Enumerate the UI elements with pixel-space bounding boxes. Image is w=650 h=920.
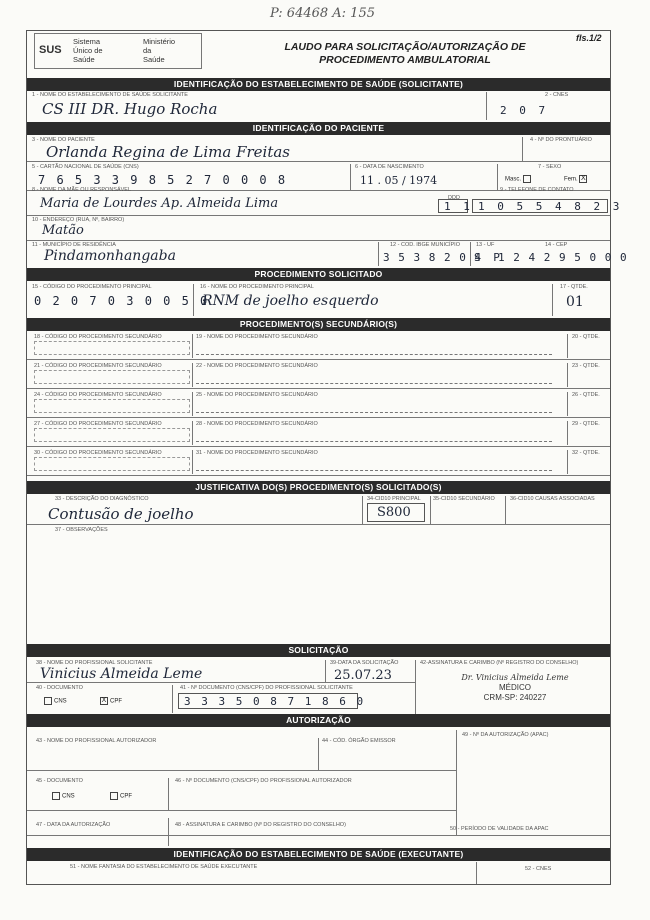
autorizador-cpf-checkbox[interactable]: CPF (110, 792, 132, 800)
label-prof-autorizador: 43 - NOME DO PROFISSIONAL AUTORIZADOR (36, 738, 157, 744)
sec-code-field[interactable] (34, 399, 190, 413)
label-sec-qtde: 26 - QTDE. (572, 392, 600, 398)
sec-name-field[interactable] (196, 383, 552, 384)
label-sec-code: 30 - CÓDIGO DO PROCEDIMENTO SECUNDÁRIO (34, 450, 162, 456)
label-autorizador-documento: 45 - DOCUMENTO (36, 778, 83, 784)
sexo-fem-checkbox[interactable]: Fem. X (564, 175, 586, 183)
ibge-value[interactable]: 3 5 3 8 2 0 4 (383, 251, 483, 264)
label-data-solicitacao: 39-DATA DA SOLICITAÇÃO (330, 660, 399, 666)
label-cnes-executante: 52 - CNES (525, 866, 552, 872)
label-mae: 8 - NOME DA MÃE OU RESPONSÁVEL (32, 187, 132, 193)
autorizador-cns-checkbox[interactable]: CNS (52, 792, 75, 800)
sec-name-field[interactable] (196, 441, 552, 442)
label-sec-qtde: 29 - QTDE. (572, 421, 600, 427)
label-assinatura-autorizador: 48 - ASSINATURA E CARIMBO (Nº DO REGISTRO DO CONSELHO) (175, 822, 346, 828)
sus-logo-box (34, 33, 202, 69)
section-paciente: IDENTIFICAÇÃO DO PACIENTE (27, 122, 610, 135)
sexo-masc-checkbox[interactable]: Masc. (505, 175, 533, 183)
label-cid-secundario: 35-CID10 SECUNDÁRIO (433, 496, 495, 502)
label-nome-paciente: 3 - NOME DO PACIENTE (32, 137, 95, 143)
label-endereco: 10 - ENDEREÇO (RUA, Nº, BAIRRO) (32, 217, 125, 223)
label-prontuario: 4 - Nº DO PRONTUÁRIO (530, 137, 592, 143)
sec-code-field[interactable] (34, 341, 190, 355)
label-sec-code: 18 - CÓDIGO DO PROCEDIMENTO SECUNDÁRIO (34, 334, 162, 340)
label-nome-estabelecimento: 1 - NOME DO ESTABELECIMENTO DE SAÚDE SOLICITANTE (32, 92, 188, 98)
label-sec-name: 31 - NOME DO PROCEDIMENTO SECUNDÁRIO (196, 450, 318, 456)
label-prof-solicitante: 38 - NOME DO PROFISSIONAL SOLICITANTE (36, 660, 153, 666)
doctor-stamp: Dr. Vinicius Almeida Leme MÉDICO CRM-SP: 240227 (461, 673, 569, 702)
label-documento: 40 - DOCUMENTO (36, 685, 83, 691)
proc-nome-value[interactable]: RNM de joelho esquerdo (202, 293, 379, 309)
label-data-autorizacao: 47 - DATA DA AUTORIZAÇÃO (36, 822, 111, 828)
section-estab-solicitante: IDENTIFICAÇÃO DO ESTABELECIMENTO DE SAÚDE (SOLICITANTE) (27, 78, 610, 91)
mae-value[interactable]: Maria de Lourdes Ap. Almeida Lima (40, 196, 279, 211)
label-proc-qtde: 17 - QTDE. (560, 284, 588, 290)
label-cns: 5 - CARTÃO NACIONAL DE SAÚDE (CNS) (32, 164, 139, 170)
logo-ministerio-text: Ministério da Saúde (143, 37, 176, 64)
fls-page-number: fls.1/2 (576, 33, 602, 43)
label-observacoes: 37 - OBSERVAÇÕES (55, 527, 108, 533)
sus-logo-icon: SUS (39, 44, 62, 56)
label-nome-fantasia: 51 - NOME FANTASIA DO ESTABELECIMENTO DE SAÚDE EXECUTANTE (70, 864, 258, 870)
label-sec-name: 19 - NOME DO PROCEDIMENTO SECUNDÁRIO (196, 334, 318, 340)
sec-name-field[interactable] (196, 354, 552, 355)
sec-code-field[interactable] (34, 370, 190, 384)
top-annotation: P: 64468 A: 155 (270, 6, 375, 21)
label-sec-name: 28 - NOME DO PROCEDIMENTO SECUNDÁRIO (196, 421, 318, 427)
label-sexo: 7 - SEXO (538, 164, 562, 170)
label-proc-codigo: 15 - CÓDIGO DO PROCEDIMENTO PRINCIPAL (32, 284, 152, 290)
label-doc-numero: 41 - Nº DOCUMENTO (CNS/CPF) DO PROFISSIONAL SOLICITANTE (180, 685, 353, 691)
label-sec-code: 21 - CÓDIGO DO PROCEDIMENTO SECUNDÁRIO (34, 363, 162, 369)
diagnostico-value[interactable]: Contusão de joelho (48, 505, 194, 523)
section-procedimento: PROCEDIMENTO SOLICITADO (27, 268, 610, 281)
proc-qtde-value[interactable]: 01 (566, 294, 584, 310)
uf-value[interactable]: S P (474, 251, 503, 264)
endereco-value[interactable]: Matão (42, 223, 84, 238)
logo-sistema-text: Sistema Único de Saúde (73, 37, 103, 64)
label-sec-qtde: 23 - QTDE. (572, 363, 600, 369)
label-cnes: 2 - CNES (545, 92, 569, 98)
label-orgao-emissor: 44 - CÓD. ÓRGÃO EMISSOR (322, 738, 396, 744)
label-uf: 13 - UF (476, 242, 495, 248)
label-municipio: 11 - MUNICÍPIO DE RESIDÊNCIA (32, 242, 116, 248)
proc-codigo-value[interactable]: 0 2 0 7 0 3 0 0 5 0 (34, 294, 210, 308)
doc-cns-checkbox[interactable]: CNS (44, 697, 67, 705)
label-sec-name: 25 - NOME DO PROCEDIMENTO SECUNDÁRIO (196, 392, 318, 398)
estabelecimento-value[interactable]: CS III DR. Hugo Rocha (42, 100, 218, 118)
section-estab-executante: IDENTIFICAÇÃO DO ESTABELECIMENTO DE SAÚDE (EXECUTANTE) (27, 848, 610, 861)
label-cid-causas: 36-CID10 CAUSAS ASSOCIADAS (510, 496, 595, 502)
label-diagnostico: 33 - DESCRIÇÃO DO DIAGNÓSTICO (55, 496, 149, 502)
label-assinatura-solicitante: 42-ASSINATURA E CARIMBO (Nº REGISTRO DO CONSELHO) (420, 660, 579, 666)
label-telefone: 9 - TELEFONE DE CONTATO (500, 187, 574, 193)
doc-cpf-checkbox[interactable]: X CPF (101, 697, 122, 705)
sec-code-field[interactable] (34, 457, 190, 471)
sec-name-field[interactable] (196, 470, 552, 471)
form-title: LAUDO PARA SOLICITAÇÃO/AUTORIZAÇÃO DE PROCEDIMENTO AMBULATORIAL (284, 41, 526, 66)
label-cid-principal: 34-CID10 PRINCIPAL (367, 496, 421, 502)
doc-numero-value[interactable]: 3 3 3 5 0 8 7 1 8 6 0 (184, 695, 366, 708)
label-ddd: DDD (448, 195, 460, 201)
cnes-value[interactable]: 2 0 7 (500, 104, 549, 117)
label-sec-qtde: 20 - QTDE. (572, 334, 600, 340)
municipio-value[interactable]: Pindamonhangaba (44, 248, 176, 264)
cep-value[interactable]: 1 2 4 2 9 5 0 0 0 (498, 251, 628, 264)
sec-name-field[interactable] (196, 412, 552, 413)
label-sec-code: 27 - CÓDIGO DO PROCEDIMENTO SECUNDÁRIO (34, 421, 162, 427)
nascimento-value[interactable]: 11 . 05 / 1974 (360, 174, 438, 187)
cns-value[interactable]: 7 6 5 3 3 9 8 5 2 7 0 0 0 8 (38, 173, 288, 187)
telefone-value[interactable]: 1 0 5 5 4 8 2 3 (478, 200, 623, 213)
label-sec-name: 22 - NOME DO PROCEDIMENTO SECUNDÁRIO (196, 363, 318, 369)
label-sec-code: 24 - CÓDIGO DO PROCEDIMENTO SECUNDÁRIO (34, 392, 162, 398)
section-solicitacao: SOLICITAÇÃO (27, 644, 610, 657)
label-nascimento: 6 - DATA DE NASCIMENTO (355, 164, 424, 170)
label-num-autorizacao: 49 - Nº DA AUTORIZAÇÃO (APAC) (462, 732, 549, 738)
cid-principal-value[interactable]: S800 (377, 505, 411, 520)
label-validade-apac: 50 - PERÍODO DE VALIDADE DA APAC (450, 826, 549, 832)
label-ibge: 12 - COD. IBGE MUNICÍPIO (390, 242, 460, 248)
label-proc-nome: 16 - NOME DO PROCEDIMENTO PRINCIPAL (200, 284, 314, 290)
data-solicitacao-value[interactable]: 25.07.23 (334, 668, 392, 683)
paciente-value[interactable]: Orlanda Regina de Lima Freitas (46, 143, 290, 161)
section-justificativa: JUSTIFICATIVA DO(S) PROCEDIMENTO(S) SOLICITADO(S) (27, 481, 610, 494)
sec-code-field[interactable] (34, 428, 190, 442)
label-cep: 14 - CEP (545, 242, 568, 248)
label-autorizador-doc-numero: 46 - Nº DOCUMENTO (CNS/CPF) DO PROFISSIONAL AUTORIZADOR (175, 778, 352, 784)
section-secundarios: PROCEDIMENTO(S) SECUNDÁRIO(S) (27, 318, 610, 331)
ddd-value[interactable]: 1 1 (444, 200, 473, 213)
label-sec-qtde: 32 - QTDE. (572, 450, 600, 456)
section-autorizacao: AUTORIZAÇÃO (27, 714, 610, 727)
prof-solicitante-value[interactable]: Vinicius Almeida Leme (40, 666, 203, 682)
